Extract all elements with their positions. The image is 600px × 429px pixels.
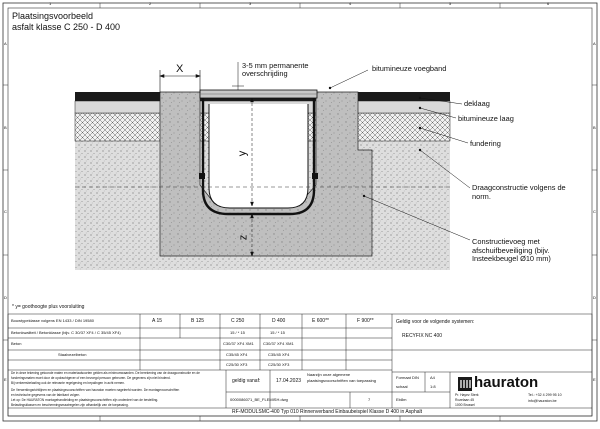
- draagconstructie-label: Draagconstructie volgens de norm.: [472, 183, 566, 201]
- row2-label: Beton: [11, 341, 22, 346]
- company-address-2: Rozelaan 45: [455, 398, 475, 402]
- row4-c250: C25/30 XF3: [226, 362, 248, 367]
- note-5: en technische gegevens van de fabrikant volgen.: [11, 393, 81, 397]
- fundering-label: fundering: [470, 139, 501, 148]
- dimension-x-label: X: [176, 63, 184, 75]
- gap-annotation: 3-5 mm permanente overschrijding: [242, 61, 309, 79]
- footer-text: RF-MODULSMC-400 Typ 010 Rinnenverband Einbaubeispiel Klasse D 400 in Asphalt: [232, 409, 423, 415]
- scale-value: 1:8: [430, 384, 436, 389]
- format-label: Formaat DIN: [396, 375, 419, 380]
- grid-row-a: A: [4, 41, 7, 46]
- grid-row-c-right: C: [593, 209, 596, 214]
- title-line2: asfalt klasse C 250 - D 400: [12, 22, 121, 32]
- grid-col-1: 1: [49, 1, 52, 6]
- format-value: A4: [430, 375, 435, 380]
- footnote: * y= goothoogte plus voorsluiting: [12, 304, 85, 310]
- row3-c250: C35/45 XF4: [226, 352, 248, 357]
- scale-label: schaal: [396, 384, 408, 389]
- company-logo-mark: [458, 377, 472, 391]
- deklaag-label: deklaag: [464, 99, 490, 108]
- grid-row-b: B: [4, 125, 7, 130]
- validity-date: 17.04.2023: [276, 378, 302, 384]
- note-2: funderingsmaten moet door de opdrachtgever of een bevoegd persoon gebeuren. De gegevens zijn niet bindend.: [11, 376, 171, 380]
- class-f900: F 900**: [357, 318, 374, 324]
- company-logo: hauraton: [474, 374, 539, 391]
- row4-d400: C25/30 XF3: [268, 362, 290, 367]
- grid-row-e: E: [4, 377, 7, 382]
- validity-label: geldig vanaf:: [232, 378, 261, 384]
- drainage-channel: [199, 90, 318, 214]
- class-c250: C 250: [231, 318, 245, 324]
- company-phone: Tel.: +32 4 299 95 10: [528, 393, 562, 397]
- company-address-1: Pr. Hayez Sterk: [455, 393, 479, 397]
- class-d400: D 400: [272, 318, 286, 324]
- company-address-3: 1000 Brussel: [455, 403, 475, 407]
- row1-c250: 15 / * 15: [230, 330, 245, 335]
- row2-d400: C30/37 XF4 XM1: [263, 341, 294, 346]
- grid-col-5: 5: [449, 1, 452, 6]
- revision: 7: [368, 397, 371, 402]
- drawing-number: 0000086071_BE_FLEMISH.dwg: [230, 397, 288, 402]
- dimension-y-label: y: [236, 150, 249, 157]
- unit-value: Eb8m: [396, 397, 407, 402]
- row2-c250: C30/37 XF4 XM1: [223, 341, 254, 346]
- grid-col-6: 6: [547, 1, 550, 6]
- valid-for-label: Geldig voor de volgende systemen:: [396, 319, 475, 325]
- note-1: De in deze tekening getoonde maten en materiaalsoorten gelden als minimumwaarden. De berekening van de draagconstructie en de: [11, 371, 200, 375]
- grid-col-2: 2: [149, 1, 152, 6]
- grid-row-e-right: E: [593, 377, 596, 382]
- grid-row-b-right: B: [593, 125, 596, 130]
- note-7: Belastingsklassen en beschermingsmaatregelen zijn afhankelijk van de toepassing.: [11, 403, 129, 407]
- class-e600: E 600**: [312, 318, 329, 324]
- note-3: Bij verkeersbelasting ook de relevante regelgeving en bepalingen in acht nemen.: [11, 381, 125, 385]
- valid-for-system: RECYFIX NC 400: [402, 333, 443, 339]
- class-b125: B 125: [191, 318, 205, 324]
- constructievoeg-label: Constructievoeg met afschuifbeveiliging (bijv. Insteekbeugel Ø10 mm): [472, 237, 551, 264]
- company-email: info@hauraton.be: [528, 399, 557, 403]
- grid-col-4: 4: [349, 1, 352, 6]
- grid-row-d-right: D: [593, 295, 596, 300]
- bitumen-layer-label: bitumineuze laag: [458, 114, 514, 123]
- grid-row-d: D: [4, 295, 7, 300]
- norm-label: Bouwtypeklasse volgens EN 1433 / DIN 19580: [11, 318, 94, 323]
- note-6: Let op: De HAURATON montagehandleiding en plaatsingsvoorschriften zijn onderdeel van de bestelling.: [11, 398, 159, 402]
- class-a15: A 15: [152, 318, 163, 324]
- bitumen-band-label: bitumineuze voegband: [372, 64, 447, 73]
- scale-note-1: Naarzijn onze algemene: [307, 372, 351, 377]
- row3-label: Staalvezelbeton: [58, 352, 87, 357]
- row3-d400: C35/45 XF4: [268, 352, 290, 357]
- grid-col-3: 3: [249, 1, 252, 6]
- row1-label: Betonkwaliteit / Betonklasse (bijv. C 30/37 XF4 / C 35/45 XF4): [11, 330, 121, 335]
- title-line1: Plaatsingsvoorbeeld: [12, 11, 94, 21]
- grid-row-a-right: A: [593, 41, 596, 46]
- dimension-z-label: z: [237, 234, 250, 241]
- note-4: De Verwerkingsrichtlijnen en plaatsingsvoorschriften van hauraton moeten nageleefd worden. De montagevoorschriften: [11, 388, 180, 392]
- scale-note-2: plaatsingsvoorschriften van toepassing: [307, 378, 376, 383]
- grid-row-c: C: [4, 209, 7, 214]
- row1-d400: 15 / * 15: [270, 330, 285, 335]
